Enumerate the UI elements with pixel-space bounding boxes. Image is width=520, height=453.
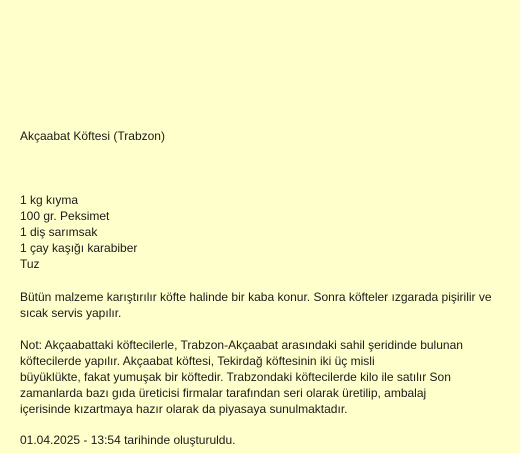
note-line: Not: Akçaabattaki köftecilerle, Trabzon-Akçaabat arasındaki sahil şeridinde bulunan [20,338,463,352]
created-timestamp: 01.04.2025 - 13:54 tarihinde oluşturuldu. [20,433,236,447]
recipe-instructions: Bütün malzeme karıştırılır köfte halinde bir kaba konur. Sonra köfteler ızgarada pişirilir ve sıcak servis yapılır. [20,290,492,320]
ingredient-list [20,192,137,272]
ingredient-item: 1 çay kaşığı karabiber [20,241,138,255]
note-line: içerisinde kızartmaya hazır olarak da piyasaya sunulmaktadır. [20,402,348,416]
note-line: zamanlarda bazı gıda üreticisi firmalar tarafından seri olarak üretilip, ambalaj [20,386,427,400]
recipe-note [20,337,510,417]
note-line: köftecilerde yapılır. Akçaabat köftesi, Tekirdağ köftesinin iki üç misli [20,354,375,368]
ingredient-item: 1 diş sarımsak [20,225,98,239]
recipe-title: Akçaabat Köftesi (Trabzon) [20,129,165,143]
ingredient-item: Tuz [20,257,40,271]
ingredient-item: 100 gr. Peksimet [20,209,110,223]
note-line: büyüklükte, fakat yumuşak bir köftedir. Trabzondaki köftecilerde kilo ile satılır Son [20,370,451,384]
ingredient-item: 1 kg kıyma [20,193,79,207]
